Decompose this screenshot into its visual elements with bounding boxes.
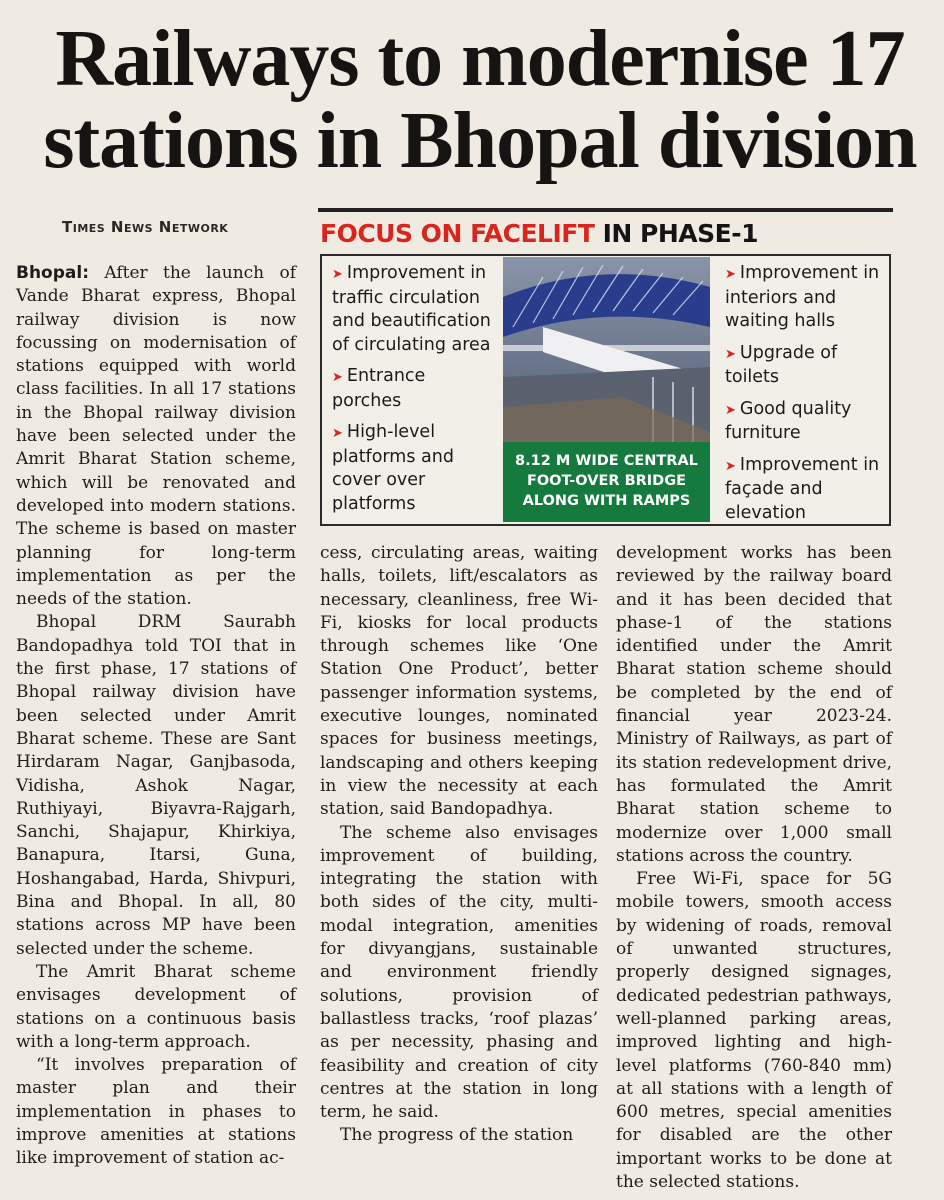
infobox-title-highlight: FOCUS ON FACELIFT <box>320 219 595 248</box>
arrow-bullet-icon: ➤ <box>332 426 343 441</box>
article-column-2 <box>320 542 598 1148</box>
station-bridge-photo <box>503 257 710 522</box>
paragraph: The progress of the station <box>340 1125 574 1146</box>
infobox-title <box>320 219 758 248</box>
headline-line-1: Railways to modernise 17 <box>55 15 905 103</box>
list-item: ➤ Entrance porches <box>332 366 426 411</box>
infobox-right-list <box>725 262 885 533</box>
photo-caption: 8.12 M WIDE CENTRAL FOOT-OVER BRIDGE ALONG WITH RAMPS <box>503 442 710 522</box>
arrow-bullet-icon: ➤ <box>332 370 343 385</box>
list-item: ➤ Good quality furniture <box>725 398 852 443</box>
headline <box>40 15 920 185</box>
paragraph: The scheme also envisages improvement of building, integrating the station with both sides of the city, multi-modal integration, amenities for divyangjans, sustainable and environment friendly solutions, provision of ballastless tracks, ‘roof plazas’ as per necessity, phasing and feasibility and creation of city centres at the station in long term, he said. <box>320 822 598 1123</box>
paragraph: development works has been reviewed by the railway board and it has been decided that phase-1 of the stations identified under the Amrit Bharat station scheme should be completed by the end of financial year 2023-24. Ministry of Railways, as part of its station redevelopment drive, has formulated the Amrit Bharat station scheme to modernize over 1,000 small stations across the country. <box>616 543 892 866</box>
byline: Times News Network <box>62 218 229 236</box>
paragraph: cess, circulating areas, waiting halls, toilets, lift/escalators as necessary, cleanliness, free Wi-Fi, kiosks for local products through schemes like ‘One Station One Product’, better passenger information systems, executive lounges, nominated spaces for business meetings, landscaping and others keeping in view the necessity at each station, said Bandopadhya. <box>320 543 598 820</box>
headline-line-2: stations in Bhopal division <box>43 97 917 185</box>
paragraph: Bhopal DRM Saurabh Bandopadhya told TOI that in the first phase, 17 stations of Bhopal railway division have been selected under Amrit Bharat scheme. These are Sant Hirdaram Nagar, Ganjbasoda, Vidisha, Ashok Nagar, Ruthiyayi, Biyavra-Rajgarh, Sanchi, Shajapur, Khirkiya, Banapura, Itarsi, Guna, Hoshangabad, Harda, Shivpuri, Bina and Bhopal. In all, 80 stations across MP have been selected under the scheme. <box>16 612 296 959</box>
list-item: ➤ High-level platforms and cover over platforms <box>332 422 454 514</box>
paragraph: Bhopal: After the launch of Vande Bharat express, Bhopal railway division is now focussing on modernisation of stations equipped with world class facilities. In all 17 stations in the Bhopal railway division have been selected under the Amrit Bharat Station scheme, which will be renovated and developed into modern stations. The scheme is based on master planning for long-term implementation as per the needs of the station. <box>16 263 296 610</box>
arrow-bullet-icon: ➤ <box>725 402 736 418</box>
paragraph: “It involves preparation of master plan and their implementation in phases to improve amenities at stations like improvement of station ac- <box>16 1055 296 1169</box>
paragraph: Free Wi-Fi, space for 5G mobile towers, smooth access by widening of roads, removal of unwanted structures, properly designed signages, dedicated pedestrian pathways, well-planned parking areas, improved lighting and high-level platforms (760-840 mm) at all stations with a length of 600 metres, special amenities for disabled are the other important works to be done at the selected stations. <box>616 869 892 1193</box>
list-item: ➤ Upgrade of toilets <box>725 342 838 387</box>
infobox-title-rest: IN PHASE-1 <box>594 219 759 248</box>
paragraph: The Amrit Bharat scheme envisages development of stations on a continuous basis with a long-term approach. <box>16 961 296 1052</box>
dateline: Bhopal: <box>16 263 90 283</box>
arrow-bullet-icon: ➤ <box>725 267 736 282</box>
arrow-bullet-icon: ➤ <box>332 267 343 282</box>
list-item: ➤ Improvement in traffic circulation and beautification of circulating area <box>332 263 491 355</box>
article-column-1 <box>16 262 296 1171</box>
list-item: ➤ Improvement in interiors and waiting halls <box>725 263 880 331</box>
infobox-top-rule <box>318 208 893 212</box>
article-column-3 <box>616 542 892 1194</box>
infobox-left-list <box>332 262 500 524</box>
arrow-bullet-icon: ➤ <box>725 346 736 362</box>
arrow-bullet-icon: ➤ <box>725 458 736 474</box>
list-item: ➤ Improvement in façade and elevation <box>725 454 880 523</box>
